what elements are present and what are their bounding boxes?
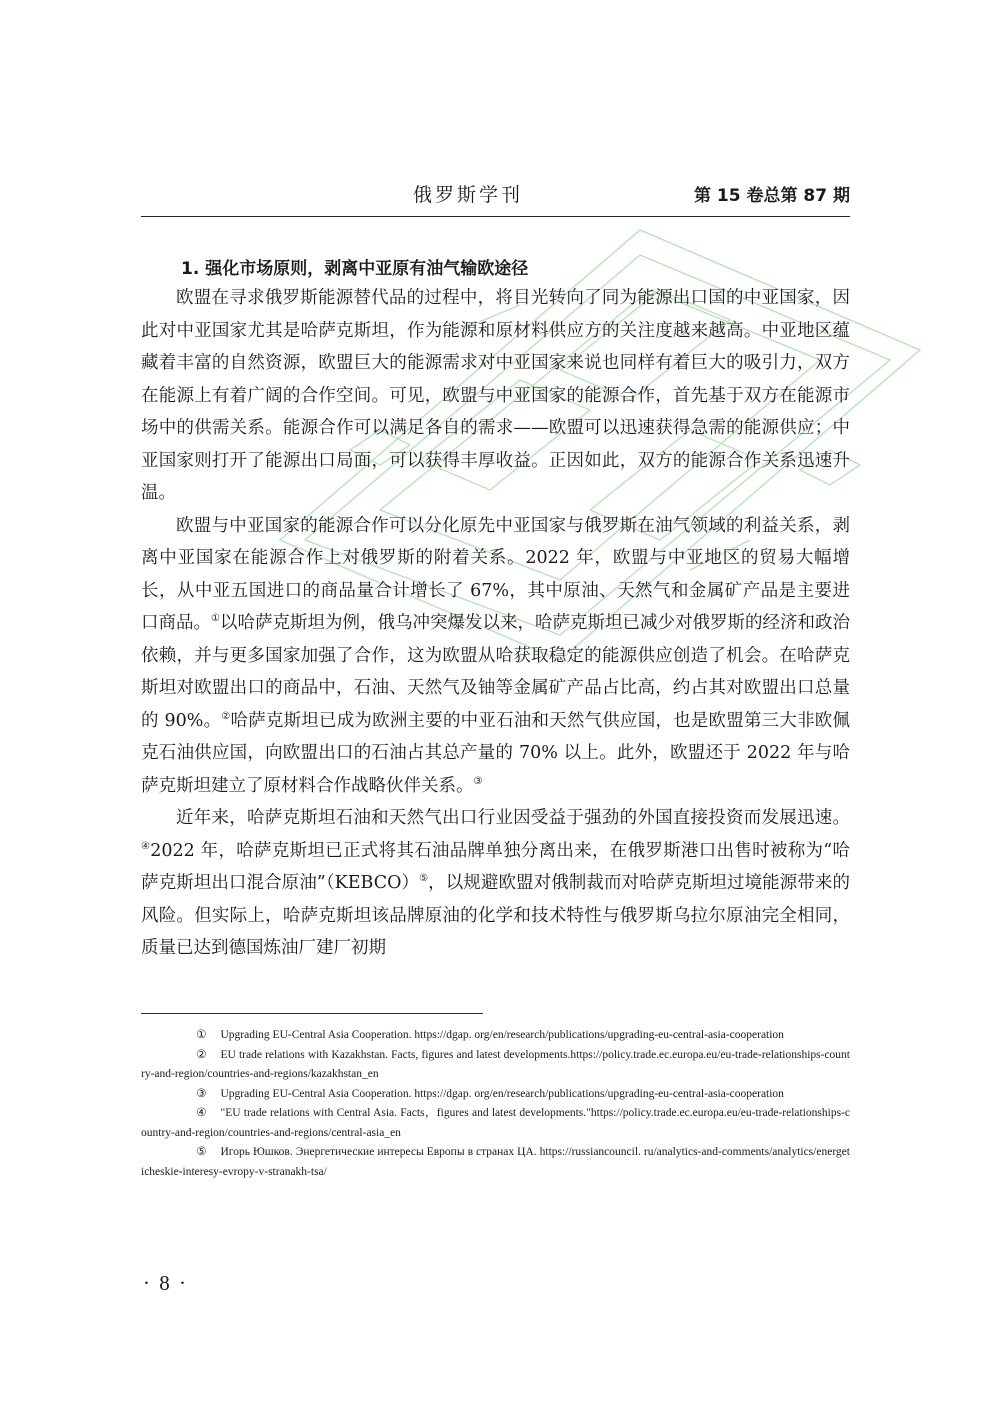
- footnote-divider: [141, 1013, 483, 1014]
- footnote: [141, 1143, 850, 1182]
- footnote-text[interactable]: Upgrading EU-Central Asia Cooperation. https://dgap. org/en/research/publications/upgrading-eu-central-asia-cooperation: [220, 1087, 784, 1100]
- footnote-text[interactable]: EU trade relations with Kazakhstan. Facts, figures and latest developments.https://policy.trade.ec.europa.eu/eu-trade-relationships-country-and-region/countries-and-regions/kazakhstan_en: [141, 1048, 850, 1080]
- paragraph-text: 欧盟与中亚国家的能源合作可以分化原先中亚国家与俄罗斯在油气领域的利益关系，剥离中亚国家在能源合作上对俄罗斯的附着关系。2022 年，欧盟与中亚地区的贸易大幅增长，从中亚五国进口的商品量合计增长了 67%，其中原油、天然气和金属矿产品是主要进口商品。: [141, 515, 850, 633]
- paragraph-text: 2022 年，哈萨克斯坦已正式将其石油品牌单独分离出来，在俄罗斯港口出售时被称为“哈萨克斯坦出口混合原油”（KEBCO）: [141, 840, 851, 893]
- page-number: · 8 ·: [143, 1271, 188, 1295]
- body-text: [141, 282, 850, 965]
- footnote-ref-3[interactable]: ③: [473, 775, 483, 787]
- footnote-number: ①: [196, 1029, 207, 1041]
- paragraph: [141, 802, 850, 965]
- footnote-ref-4[interactable]: ④: [141, 840, 151, 852]
- footnote: [141, 1026, 850, 1046]
- footnote: [141, 1046, 850, 1085]
- paragraph-text: ，以规避欧盟对俄制裁而对哈萨克斯坦过境能源带来的风险。但实际上，哈萨克斯坦该品牌原油的化学和技术特性与俄罗斯乌拉尔原油完全相同，质量已达到德国炼油厂建厂初期: [141, 873, 850, 958]
- paragraph: [141, 510, 850, 803]
- footnote-ref-1[interactable]: ①: [211, 613, 220, 624]
- footnote-ref-5[interactable]: ⑤: [419, 873, 429, 884]
- issue-number: 第 15 卷总第 87 期: [694, 186, 850, 206]
- paragraph-text: 欧盟在寻求俄罗斯能源替代品的过程中，将目光转向了同为能源出口国的中亚国家，因此对中亚国家尤其是哈萨克斯坦，作为能源和原材料供应方的关注度越来越高。中亚地区蕴藏着丰富的自然资源，欧盟巨大的能源需求对中亚国家来说也同样有着巨大的吸引力，双方在能源上有着广阔的合作空间。可见，欧盟与中亚国家的能源合作，首先基于双方在能源市场中的供需关系。能源合作可以满足各自的需求——欧盟可以迅速获得急需的能源供应；中亚国家则打开了能源出口局面，可以获得丰厚收益。正因如此，双方的能源合作关系迅速升温。: [141, 288, 850, 503]
- page-header: [141, 176, 850, 217]
- footnote-number: ②: [196, 1048, 207, 1061]
- section-heading: 1. 强化市场原则，剥离中亚原有油气输欧途径: [181, 259, 529, 279]
- footnote-ref-2[interactable]: ②: [221, 710, 231, 722]
- footnote: [141, 1085, 850, 1105]
- footnote-number: ⑤: [196, 1146, 207, 1158]
- paragraph-text: 哈萨克斯坦已成为欧洲主要的中亚石油和天然气供应国，也是欧盟第三大非欧佩克石油供应国，向欧盟出口的石油占其总产量的 70% 以上。此外，欧盟还于 2022 年与哈萨克斯坦建立了原材料合作战略伙伴关系。: [141, 710, 850, 796]
- footnote-text[interactable]: Upgrading EU-Central Asia Cooperation. https://dgap. org/en/research/publications/upgrading-eu-central-asia-cooperation: [220, 1029, 784, 1041]
- paragraph: [141, 282, 850, 510]
- footnote-text[interactable]: "EU trade relations with Central Asia. Facts，figures and latest developments."https://policy.trade.ec.europa.eu/eu-trade-relationships-country-and-region/countries-and-regions/central-asia_en: [141, 1107, 850, 1139]
- paragraph-text: 以哈萨克斯坦为例，俄乌冲突爆发以来，哈萨克斯坦已减少对俄罗斯的经济和政治依赖，并与更多国家加强了合作，这为欧盟从哈获取稳定的能源供应创造了机会。在哈萨克斯坦对欧盟出口的商品中，石油、天然气及铀等金属矿产品占比高，约占其对欧盟出口总量的 90%。: [141, 613, 851, 731]
- footnotes: [141, 1026, 850, 1182]
- footnote: [141, 1104, 850, 1143]
- footnote-text[interactable]: Игорь Юшков. Энергетические интересы Европы в странах ЦА. https://russiancouncil. ru/analytics-and-comments/analytics/energeticheskie-interesy-evropy-v-stranakh-tsa/: [141, 1146, 850, 1178]
- footnote-number: ④: [196, 1107, 207, 1119]
- paragraph-text: 近年来，哈萨克斯坦石油和天然气出口行业因受益于强劲的外国直接投资而发展迅速。: [176, 808, 850, 828]
- journal-title: 俄罗斯学刊: [413, 184, 524, 206]
- footnote-number: ③: [196, 1087, 207, 1100]
